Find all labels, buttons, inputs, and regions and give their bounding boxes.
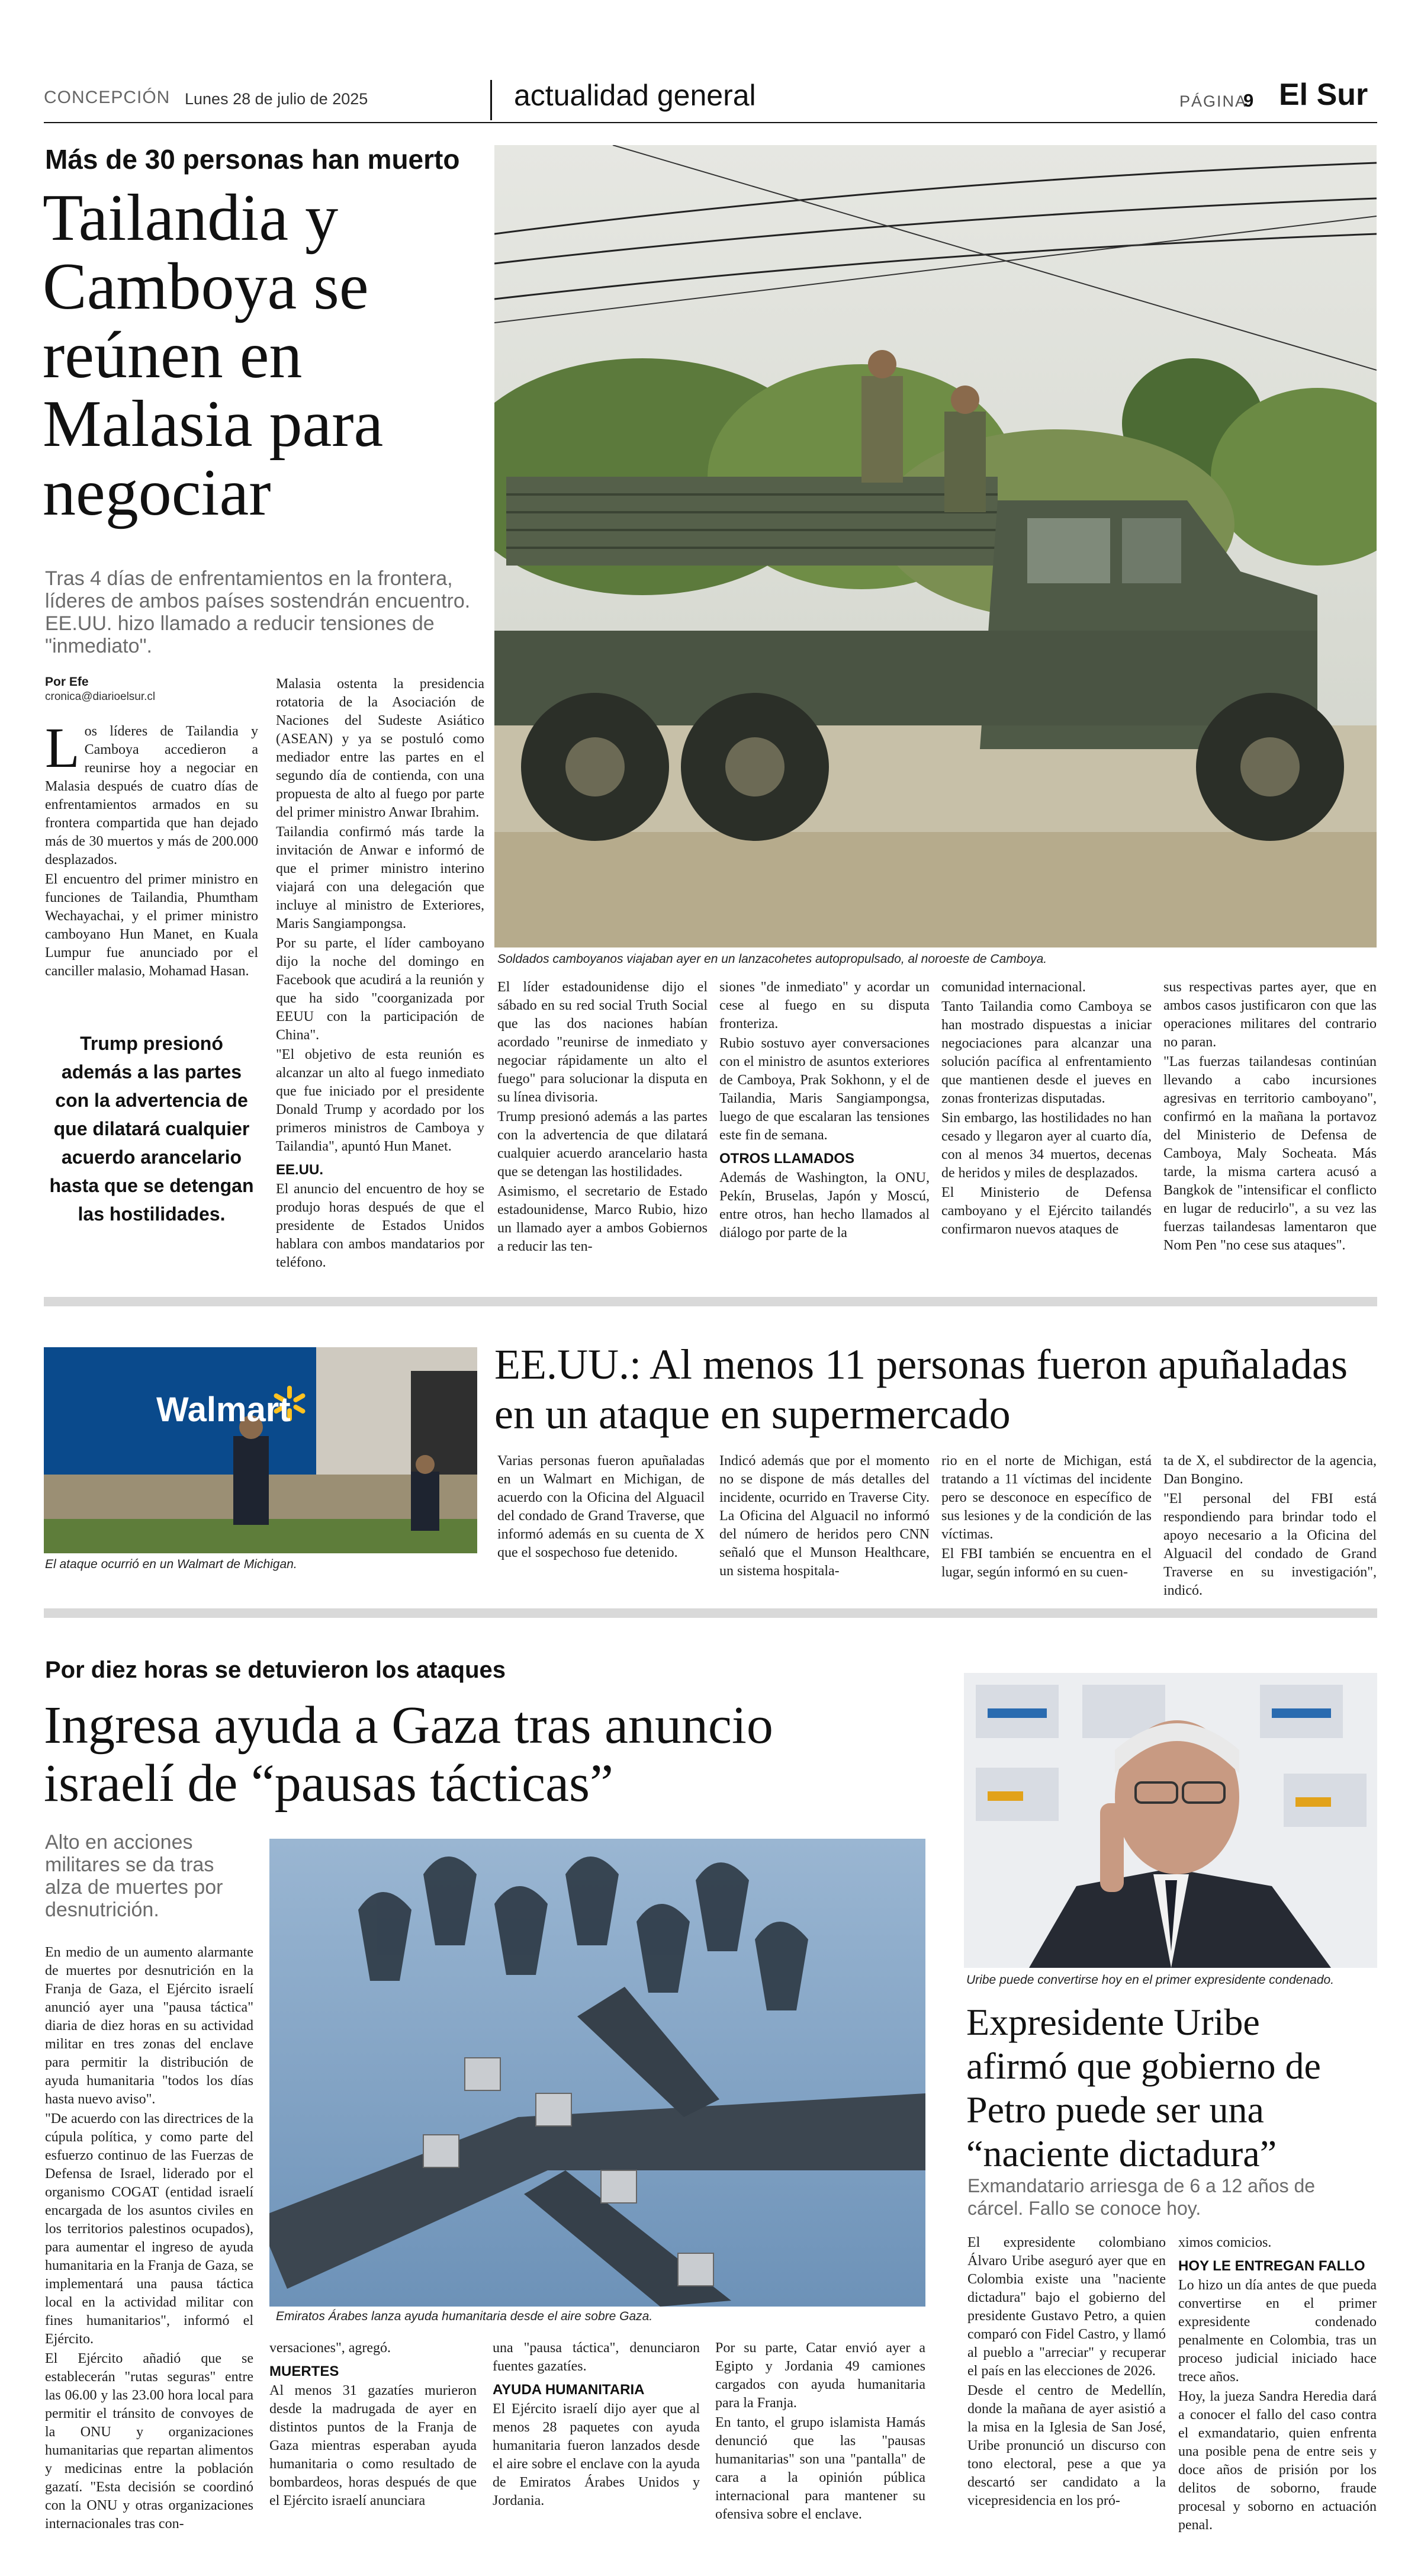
story3-col3-subhead: AYUDA HUMANITARIA — [493, 2382, 645, 2398]
story3-col1 — [45, 1944, 253, 2535]
uribe-portrait-image — [964, 1673, 1377, 1968]
story1-col5 — [941, 978, 1152, 1240]
story2-col4-p1: ta de X, el subdirector de la agencia, Dan Bongino. — [1163, 1453, 1377, 1487]
story1-pullquote: Trump presionó además a las partes con la advertencia de que dilatará cualquier acuerdo arancelario hasta que se detengan las hostilidades. — [49, 1033, 254, 1225]
story3-col3-p2: El Ejército israelí dijo ayer que al menos 28 paquetes con ayuda humanitaria fueron lanzados desde el aire sobre el enclave con la ayuda de Emiratos Árabes Unidos y Jordania. — [493, 2401, 700, 2508]
story1-col2 — [276, 675, 484, 1273]
story1-headline-line: Malasia para — [43, 387, 384, 461]
story3-col1-p1: En medio de un aumento alarmante de muertes por desnutrición en la Franja de Gaza, el Ejército israelí anunció ayer una "pausa táctica" diaria de diez horas en su actividad militar en tres zonas del enclave para permitir la distribución de ayuda humanitaria "todos los días hasta nuevo aviso". — [45, 1945, 253, 2107]
story3-headline-line: Ingresa ayuda a Gaza tras anuncio — [44, 1696, 773, 1755]
story1-headline — [43, 181, 384, 529]
story2-caption: El ataque ocurrió en un Walmart de Michigan. — [45, 1557, 297, 1571]
story1-col4 — [719, 978, 930, 1244]
story1-col6-p2: "Las fuerzas tailandesas continúan llevando a cabo incursiones agresivas en territorio camboyano", confirmó en la mañana la portavoz del Ministerio de Defensa de Camboya, Maly Socheata. Más tarde, la misma cartera acusó a Bangkok de "intensificar el conflicto en lugar de reducirlo", a su vez las fuerzas tailandesas lamentaron que Nom Pen "no cese sus ataques". — [1163, 1054, 1377, 1253]
story2-photo — [44, 1347, 477, 1553]
story3-col2-subhead: MUERTES — [269, 2363, 339, 2379]
story3-col2-p1: versaciones", agregó. — [269, 2340, 391, 2356]
story1-byline: Por Efe — [45, 675, 89, 689]
header-rule — [44, 122, 1377, 123]
story1-col1 — [45, 716, 258, 982]
masthead-city: CONCEPCIÓN — [44, 88, 171, 107]
story1-col1-p1: os líderes de Tailandia y Camboya accedieron a reunirse hoy a negociar en Malasia después de cuatro días de enfrentamientos armados en su frontera compartida que han dejado más de 30 muertos y más de 200.000 desplazados. — [45, 724, 258, 868]
story2-headline: EE.UU.: Al menos 11 personas fueron apuñaladas en un ataque en supermercado — [494, 1341, 1348, 1438]
story4-photo — [964, 1673, 1377, 1968]
story1-dropcap: L — [45, 716, 80, 779]
brand-logo: El Sur — [1279, 78, 1368, 112]
story4-photo-caption: Uribe puede convertirse hoy en el primer expresidente condenado. — [966, 1973, 1335, 1987]
story3-photo-caption: Emiratos Árabes lanza ayuda humanitaria desde el aire sobre Gaza. — [276, 2310, 653, 2323]
story3-col2-p2: Al menos 31 gazatíes murieron desde la madrugada de ayer en distintos puntos de la Franja de Gaza mientras esperaban ayuda humanitaria o como resultado de bombardeos, horas después de que el Ejército israelí anunciara — [269, 2383, 477, 2508]
masthead-divider — [490, 80, 492, 120]
story1-col2-p3: Por su parte, el líder camboyano dijo la noche del domingo en Facebook que acudirá a la reunión y que ha sido "coorganizada por EEUU con la participación de China". — [276, 936, 484, 1043]
page-number: 9 — [1243, 90, 1254, 111]
story1-col3 — [497, 978, 708, 1257]
story2-col4-p2: "El personal del FBI está respondiendo para brindar todo el apoyo necesario a la Oficina del Alguacil del condado de Grand Traverse en su investigación", indicó. — [1163, 1491, 1377, 1598]
story1-photo-caption: Soldados camboyanos viajaban ayer en un lanzacohetes autopropulsado, al noroeste de Camboya. — [497, 952, 1047, 966]
story1-headline-line: Tailandia y — [43, 181, 339, 255]
story3-col4 — [715, 2339, 925, 2525]
story1-kicker: Más de 30 personas han muerto — [45, 144, 460, 175]
story4-col2-p3: Hoy, la jueza Sandra Heredia dará a conocer el fallo del caso contra el exmandatario, quien enfrenta una posible pena de entre seis y doce años de prisión por los delitos de soborno, fraude procesal y soborno en actuación penal. — [1178, 2389, 1377, 2533]
story4-col2-p1: ximos comicios. — [1178, 2235, 1272, 2250]
story1-col5-p1: comunidad internacional. — [941, 979, 1086, 995]
story3-photo — [269, 1839, 925, 2307]
rocket-launcher-truck-image — [494, 145, 1377, 947]
story1-photo — [494, 145, 1377, 947]
story1-col2-subhead: EE.UU. — [276, 1162, 324, 1178]
story2-col2 — [719, 1452, 930, 1582]
story4-headline-line: “naciente dictadura” — [966, 2132, 1277, 2174]
walmart-store-image — [44, 1347, 477, 1553]
story1-col2-p1: Malasia ostenta la presidencia rotatoria de la Asociación de Naciones del Sudeste Asiático (ASEAN) y ya se postuló como mediador entre las partes en el segundo día de contienda, con una propuesta de alto al fuego por parte del primer ministro Anwar Ibrahim. — [276, 676, 484, 820]
story3-lead: Alto en acciones militares se da tras alza de muertes por desnutrición. — [45, 1831, 223, 1921]
story1-col3-p1: El líder estadounidense dijo el sábado en su red social Truth Social que las dos naciones habían acordado "reunirse de inmediato y negociar rápidamente un alto el fuego" para solucionar la disputa en su línea divisoria. — [497, 979, 708, 1105]
story4-col1-p2: Desde el centro de Medellín, donde la mañana de ayer asistió a la misa en la Iglesia de San José, Uribe pronunció un discurso con tono electoral, pese a que ya descartó ser candidato a la vicepresidencia en los pró- — [967, 2383, 1166, 2508]
story2-col1 — [497, 1452, 705, 1563]
story3-kicker: Por diez horas se detuvieron los ataques — [45, 1657, 506, 1683]
story3-col4-p1: Por su parte, Catar envió ayer a Egipto y Jordania 49 camiones cargados con ayuda humanitaria para la Franja. — [715, 2340, 925, 2411]
section-divider — [44, 1297, 1377, 1306]
story1-headline-line: reúnen en — [43, 319, 303, 392]
story3-col2 — [269, 2339, 477, 2511]
masthead-date: Lunes 28 de julio de 2025 — [185, 90, 368, 108]
story3-col1-p3: El Ejército añadió que se establecerán "rutas seguras" entre las 06.00 y las 23.00 hora local para permitir el tránsito de convoyes de la ONU y organizaciones humanitarias que repartan alimentos y medicinas entre la población gazatí. "Esta decisión se coordinó con la ONU y otras organizaciones internacionales tras con- — [45, 2351, 253, 2532]
story1-col3-p2: Trump presionó además a las partes con la advertencia de que dilatará cualquier acuerdo arancelario hasta que se detengan las hostilidades. — [497, 1109, 708, 1180]
story4-col2 — [1178, 2234, 1377, 2536]
story1-col4-p1: siones "de inmediato" y acordar un cese al fuego en su disputa fronteriza. — [719, 979, 930, 1032]
story2-col2-p1: Indicó además que por el momento no se dispone de más detalles del incidente, ocurrido en Traverse City. La Oficina del Alguacil no informó del número de heridos pero CNN señaló que el Munson Healthcare, un sistema hospitala- — [719, 1453, 930, 1579]
story4-col2-p2: Lo hizo un día antes de que pueda convertirse en el primer expresidente condenado penalmente en Colombia, tras un proceso judicial iniciado hace trece años. — [1178, 2278, 1377, 2385]
story1-col2-p2: Tailandia confirmó más tarde la invitación de Anwar e informó de que el primer ministro interino viajará con una delegación que incluye al ministro de Exteriores, Maris Sangiampongsa. — [276, 824, 484, 932]
story1-col2-p4: "El objetivo de esta reunión es alcanzar un alto al fuego inmediato que fue iniciado por el presidente Donald Trump y acordado por los primeros ministros de Camboya y Tailandia", apuntó Hun Manet. — [276, 1047, 484, 1154]
story4-headline-line: Expresidente Uribe — [966, 2001, 1260, 2043]
story4-lead: Exmandatario arriesga de 6 a 12 años de cárcel. Fallo se conoce hoy. — [967, 2175, 1316, 2219]
story1-lead: Tras 4 días de enfrentamientos en la frontera, líderes de ambos países sostendrán encuentro. EE.UU. hizo llamado a reducir tensiones de "inmediato". — [45, 567, 471, 657]
walmart-sign: Walmart — [156, 1390, 291, 1429]
story3-col1-p2: "De acuerdo con las directrices de la cúpula política, y como parte del esfuerzo continuo de las Fuerzas de Defensa de Israel, liderado por el organismo COGAT (entidad israelí encargada de los asuntos civiles en los territorios palestinos ocupados), para aumentar el ingreso de ayuda humanitaria en la Franja de Gaza, se implementará una pausa táctica local en la actividad militar con fines humanitarios", informó el Ejército. — [45, 2111, 253, 2347]
story1-col3-p3: Asimismo, el secretario de Estado estadounidense, Marco Rubio, hizo un llamado ayer a ambos Gobiernos a reducir las ten- — [497, 1184, 708, 1254]
story4-col2-subhead: HOY LE ENTREGAN FALLO — [1178, 2258, 1365, 2274]
story4-col1 — [967, 2234, 1166, 2511]
story2-col3-p2: El FBI también se encuentra en el lugar, según informó en su cuen- — [941, 1546, 1152, 1580]
page-label: PÁGINA — [1179, 92, 1248, 110]
story2-col1-p1: Varias personas fueron apuñaladas en un Walmart en Michigan, de acuerdo con la Oficina del Alguacil del condado de Grand Traverse, que informó además en su cuenta de X que el sospechoso fue detenido. — [497, 1453, 705, 1560]
story3-headline-line: israelí de “pausas tácticas” — [44, 1754, 614, 1813]
story1-headline-line: Camboya se — [43, 250, 369, 323]
story1-col2-p5: El anuncio del encuentro de hoy se produjo horas después de que el presidente de Estados Unidos hablara con ambos mandatarios por teléfono. — [276, 1181, 484, 1270]
story3-headline — [44, 1697, 773, 1813]
story1-headline-line: negociar — [43, 456, 271, 529]
story1-col4-p2: Rubio sostuvo ayer conversaciones con el ministro de asuntos exteriores de Camboya, Prak Sokhonn, y el de Tailandia, Maris Sangiampongsa, luego de que escalaran las tensiones este fin de semana. — [719, 1036, 930, 1143]
story1-col6 — [1163, 978, 1377, 1256]
story1-col4-subhead: OTROS LLAMADOS — [719, 1151, 854, 1167]
story1-col6-p1: sus respectivas partes ayer, que en ambos casos justificaron con que las operaciones militares del contrario no paran. — [1163, 979, 1377, 1050]
story4-col1-p1: El expresidente colombiano Álvaro Uribe aseguró ayer que en Colombia existe una "naciente dictadura" bajo el gobierno del presidente Gustavo Petro, a quien comparó con Fidel Castro, y llamó al pueblo a "arreciar" y recuperar el país en las elecciones de 2026. — [967, 2235, 1166, 2379]
story3-col3-p1: una "pausa táctica", denunciaron fuentes gazatíes. — [493, 2340, 700, 2374]
story1-col5-p2: Tanto Tailandia como Camboya se han mostrado dispuestas a iniciar negociaciones para alcanzar una solución pacífica al enfrentamiento que mantienen desde el jueves en zonas fronterizas disputadas. — [941, 999, 1152, 1106]
story2-col4 — [1163, 1452, 1377, 1601]
story1-col4-p3: Además de Washington, la ONU, Pekín, Bruselas, Japón y Moscú, entre otros, han hecho llamados al diálogo por parte de la — [719, 1170, 930, 1241]
story3-col4-p2: En tanto, el grupo islamista Hamás denunció que las "pausas humanitarias" son una "pantalla" de cara a la opinión pública internacional para mantener su ofensiva sobre el enclave. — [715, 2415, 925, 2522]
section-title: actualidad general — [514, 79, 756, 112]
section-divider — [44, 1608, 1377, 1618]
story1-email: cronica@diarioelsur.cl — [45, 690, 156, 703]
story4-headline — [966, 2000, 1321, 2176]
story2-col3-p1: rio en el norte de Michigan, está tratando a 11 víctimas del incidente pero se desconoce en específico de sus lesiones y de la condición de las víctimas. — [941, 1453, 1152, 1542]
story1-col5-p3: Sin embargo, las hostilidades no han cesado y llegaron ayer al cuarto día, con al menos 34 muertos, decenas de heridos y miles de desplazados. — [941, 1110, 1152, 1181]
story4-headline-line: Petro puede ser una — [966, 2089, 1264, 2131]
aid-airdrop-image — [269, 1839, 925, 2307]
story1-col5-p4: El Ministerio de Defensa camboyano y el Ejército tailandés confirmaron nuevos ataques de — [941, 1185, 1152, 1237]
story3-col3 — [493, 2339, 700, 2511]
story4-headline-line: afirmó que gobierno de — [966, 2045, 1321, 2087]
story1-col1-p2: El encuentro del primer ministro en funciones de Tailandia, Phumtham Wechayachai, y el primer ministro camboyano Hun Manet, en Kuala Lumpur fue anunciado por el canciller malasio, Mohamad Hasan. — [45, 872, 258, 979]
story2-col3 — [941, 1452, 1152, 1583]
